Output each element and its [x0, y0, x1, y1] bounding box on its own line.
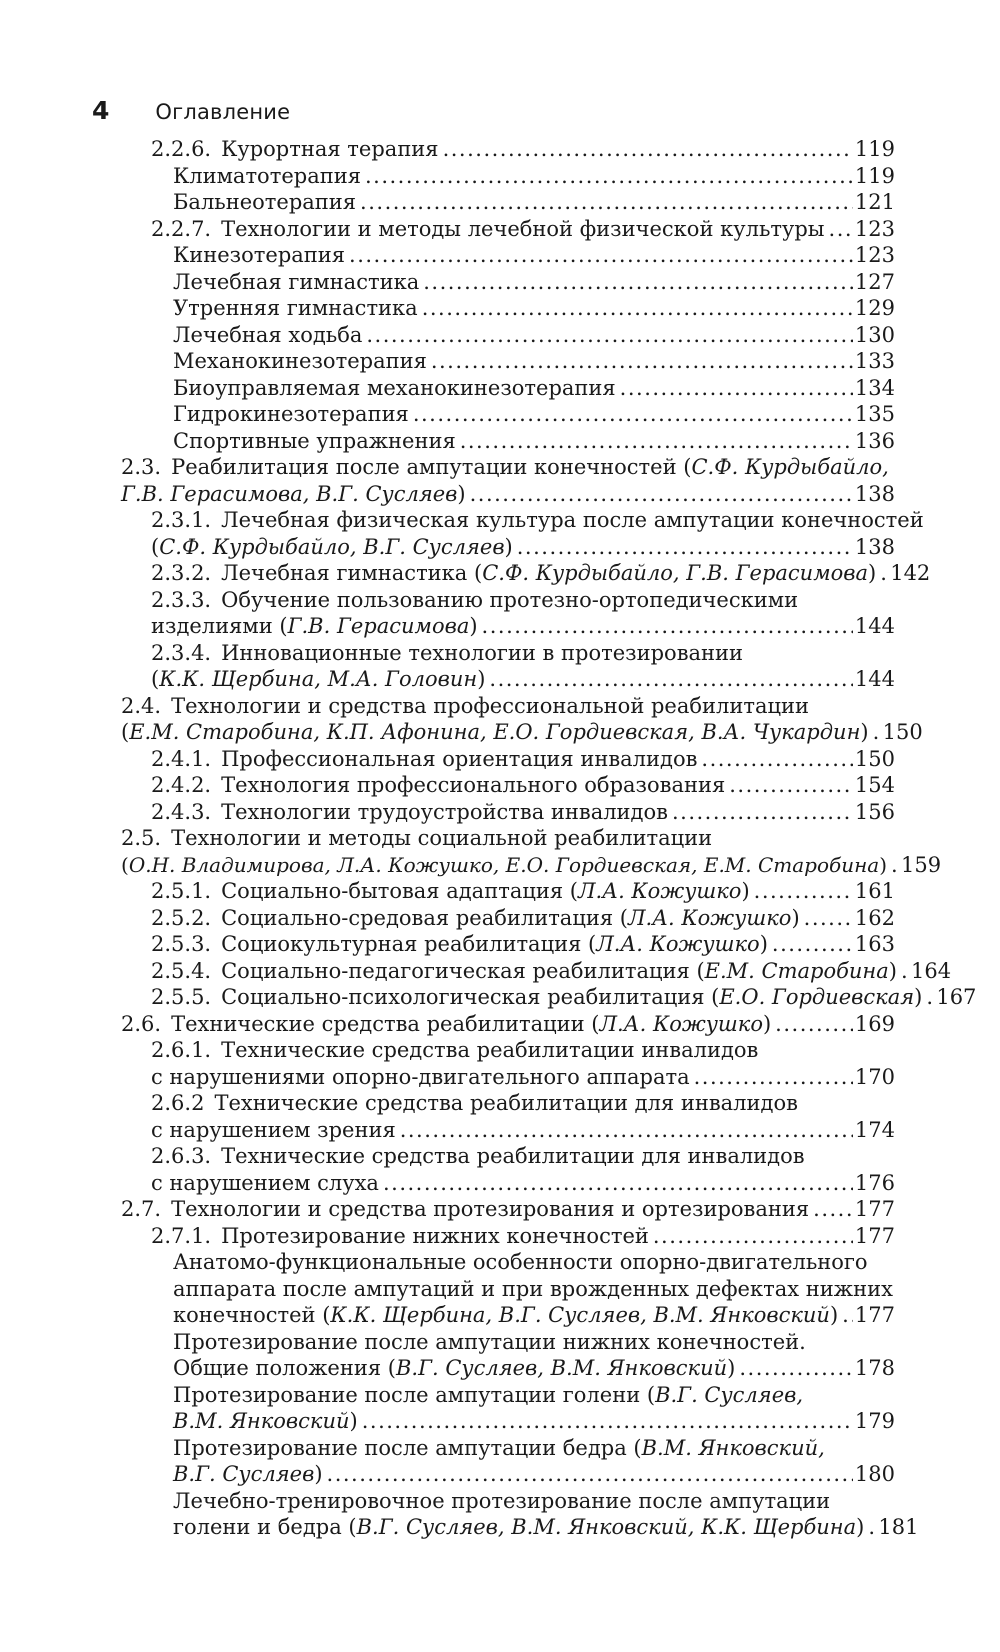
section-number: 2.6.	[121, 1011, 162, 1036]
page-reference: 134	[854, 375, 895, 400]
section-number: 2.3.4.	[151, 640, 212, 665]
section-number: 2.4.1.	[151, 746, 212, 771]
page-reference: 150	[882, 720, 923, 744]
leader-dots	[868, 1514, 876, 1541]
toc-entry[interactable]	[151, 799, 895, 826]
page-reference: 138	[854, 534, 895, 559]
toc-entry[interactable]	[121, 693, 923, 746]
page-reference: 174	[854, 1117, 895, 1142]
toc-entry[interactable]	[173, 1382, 895, 1435]
leader-dots	[772, 931, 853, 958]
section-number: 2.6.2	[151, 1091, 205, 1115]
entry-authors: Л.А. Кожушко	[627, 905, 792, 930]
leader-dots	[829, 216, 853, 243]
entry-title: Лечебная гимнастика	[173, 269, 420, 294]
entry-title: Технические средства реабилитации для инвалидов	[221, 1144, 805, 1168]
leader-dots	[362, 1408, 853, 1435]
toc-entry[interactable]	[151, 1143, 895, 1196]
page-reference: 135	[854, 402, 895, 426]
section-number: 2.5.2.	[151, 905, 212, 930]
entry-title: Биоуправляемая механокинезотерапия	[173, 375, 616, 400]
page-reference: 164	[910, 958, 952, 983]
entry-title: Протезирование после ампутации голени (	[173, 1382, 656, 1407]
entry-title: )	[477, 667, 486, 691]
leader-dots	[754, 878, 853, 905]
entry-title: Инновационные технологии в протезировании	[221, 640, 744, 665]
entry-title: изделиями (	[151, 614, 288, 638]
entry-title: )	[860, 720, 869, 744]
section-number: 2.5.4.	[151, 958, 212, 983]
page-reference: 119	[854, 163, 895, 188]
entry-title: Обучение пользованию протезно-ортопедическими	[221, 587, 799, 612]
entry-title: Реабилитация после ампутации конечностей (	[171, 455, 692, 479]
toc-entry[interactable]	[173, 322, 895, 349]
page-reference: 144	[854, 667, 895, 691]
section-number: 2.7.	[121, 1197, 162, 1221]
entry-title: Технологии и средства профессиональной реабилитации	[171, 693, 809, 718]
toc-entry[interactable]	[151, 984, 977, 1011]
toc-entry[interactable]	[151, 587, 895, 640]
toc-entry[interactable]	[121, 454, 895, 507]
entry-authors: Е.М. Старобина	[704, 958, 889, 983]
entry-title: Профессиональная ориентация инвалидов	[221, 746, 698, 771]
entry-title: Технологии и методы социальной реабилитации	[171, 826, 713, 850]
entry-authors: В.М. Янковский	[173, 1409, 350, 1433]
entry-authors: С.Ф. Курдыбайло,	[691, 455, 889, 479]
toc-entry[interactable]	[173, 1329, 895, 1382]
leader-dots	[443, 136, 853, 163]
page-reference: 170	[854, 1064, 895, 1089]
entry-title: )	[791, 905, 800, 930]
entry-title: Утренняя гимнастика	[173, 296, 418, 320]
page-reference: 159	[901, 852, 942, 877]
toc-entry[interactable]	[151, 216, 895, 243]
entry-title: с нарушением зрения	[151, 1117, 396, 1142]
toc-entry[interactable]	[173, 242, 895, 269]
entry-title: )	[349, 1409, 358, 1433]
entry-title: )	[314, 1462, 323, 1486]
page-reference: 179	[854, 1409, 895, 1433]
entry-title: Лечебная ходьба	[173, 322, 363, 347]
entry-authors: Е.М. Старобина, К.П. Афонина, Е.О. Гордиевская, В.А. Чукардин	[129, 720, 861, 744]
entry-title: Механокинезотерапия	[173, 349, 427, 373]
entry-authors: Г.В. Герасимова, В.Г. Сусляев	[121, 481, 458, 506]
toc-entry[interactable]	[151, 640, 895, 693]
page-reference: 144	[854, 614, 895, 638]
entry-title: Лечебно-тренировочное протезирование после ампутации	[173, 1488, 831, 1513]
page-reference: 162	[854, 905, 895, 930]
entry-title: Бальнеотерапия	[173, 190, 357, 214]
leader-dots	[901, 958, 909, 985]
entry-title: Технические средства реабилитации для инвалидов	[214, 1091, 798, 1115]
toc-entry[interactable]	[151, 1223, 895, 1250]
section-number: 2.3.3.	[151, 587, 212, 612]
page-reference: 123	[854, 216, 895, 241]
entry-title: Протезирование нижних конечностей	[221, 1223, 649, 1248]
entry-title: Социально-психологическая реабилитация (	[221, 985, 720, 1009]
leader-dots	[873, 719, 881, 746]
page-number: 4	[92, 96, 110, 125]
page-reference: 161	[854, 879, 895, 903]
section-number: 2.4.	[121, 693, 162, 718]
page-reference: 130	[854, 322, 895, 347]
leader-dots	[470, 481, 853, 508]
entry-authors: В.Г. Сусляев, В.М. Янковский, К.К. Щербина	[356, 1515, 857, 1539]
leader-dots	[482, 613, 853, 640]
entry-title: )	[762, 1011, 772, 1036]
toc-entry[interactable]	[151, 1037, 895, 1090]
toc-entry[interactable]	[151, 958, 952, 985]
page-reference: 123	[854, 243, 895, 267]
section-number: 2.5.5.	[151, 985, 212, 1009]
page-reference: 169	[854, 1011, 895, 1036]
toc-entry[interactable]	[151, 136, 895, 163]
toc-entry[interactable]	[173, 401, 895, 428]
entry-authors: С.Ф. Курдыбайло, Г.В. Герасимова	[482, 561, 868, 585]
section-number: 2.3.1.	[151, 508, 212, 532]
entry-title: Общие положения (	[173, 1356, 396, 1380]
leader-dots	[694, 1064, 853, 1091]
entry-title: Кинезотерапия	[173, 243, 346, 267]
toc-entry[interactable]	[151, 560, 931, 587]
leader-dots	[327, 1461, 853, 1488]
leader-dots	[365, 163, 853, 190]
entry-title: Протезирование после ампутации нижних конечностей.	[173, 1329, 806, 1354]
section-number: 2.4.2.	[151, 773, 212, 797]
toc-entry[interactable]	[151, 746, 895, 773]
page-reference: 178	[854, 1356, 895, 1380]
entry-title: )	[914, 985, 923, 1009]
entry-title: Социально-педагогическая реабилитация (	[221, 958, 705, 983]
entry-title: )	[856, 1515, 865, 1539]
entry-authors: С.Ф. Курдыбайло, В.Г. Сусляев	[159, 534, 505, 559]
entry-authors: В.Г. Сусляев,	[655, 1382, 804, 1407]
leader-dots	[739, 1355, 853, 1382]
leader-dots	[489, 666, 853, 693]
entry-title: )	[504, 534, 513, 559]
entry-title: Технологии и средства протезирования и ортезирования	[171, 1197, 810, 1221]
entry-title: аппарата после ампутаций и при врожденных дефектах нижних	[173, 1276, 893, 1301]
entry-title: Технические средства реабилитации (	[171, 1011, 600, 1036]
entry-title: Технология профессионального образования	[221, 773, 726, 797]
toc-entry[interactable]	[173, 189, 895, 216]
leader-dots	[620, 375, 853, 402]
leader-dots	[383, 1170, 853, 1197]
toc-entry[interactable]	[151, 905, 895, 932]
entry-title: Лечебная гимнастика (	[221, 561, 483, 585]
toc-entry[interactable]	[173, 269, 895, 296]
entry-title: Спортивные упражнения	[173, 428, 456, 453]
page-reference: 119	[854, 137, 895, 161]
section-number: 2.5.1.	[151, 879, 212, 903]
entry-title: Лечебная физическая культура после ампутации конечностей	[221, 508, 924, 532]
leader-dots	[400, 1117, 853, 1144]
toc-entry[interactable]	[173, 348, 895, 375]
page-reference: 127	[854, 269, 895, 294]
section-number: 2.4.3.	[151, 799, 212, 824]
entry-title: Социокультурная реабилитация (	[221, 932, 597, 956]
entry-title: )	[879, 852, 888, 877]
entry-title: Социально-бытовая адаптация (	[221, 879, 578, 903]
page-reference: 177	[854, 1223, 895, 1248]
entry-authors: Л.А. Кожушко	[596, 932, 760, 956]
entry-title: (	[151, 534, 160, 559]
page-title: Оглавление	[155, 100, 291, 124]
entry-title: (	[121, 720, 130, 744]
entry-title: Протезирование после ампутации бедра (	[173, 1435, 642, 1460]
entry-title: )	[868, 561, 877, 585]
entry-authors: В.М. Янковский,	[641, 1435, 825, 1460]
leader-dots	[366, 322, 853, 349]
toc-entry[interactable]	[173, 295, 895, 322]
toc-entry[interactable]	[121, 825, 942, 878]
entry-authors: К.К. Щербина, М.А. Головин	[159, 667, 478, 691]
leader-dots	[349, 242, 853, 269]
page-reference: 176	[854, 1170, 895, 1195]
leader-dots	[413, 401, 853, 428]
entry-title: Анатомо-функциональные особенности опорно-двигательного	[173, 1250, 868, 1274]
entry-authors: О.Н. Владимирова, Л.А. Кожушко, Е.О. Гордиевская, Е.М. Старобина	[128, 852, 880, 877]
entry-authors: В.Г. Сусляев	[173, 1462, 315, 1486]
leader-dots	[672, 799, 853, 826]
entry-title: Социально-средовая реабилитация (	[221, 905, 628, 930]
leader-dots	[813, 1196, 853, 1223]
toc-entry[interactable]	[173, 163, 895, 190]
toc-entry[interactable]	[173, 375, 895, 402]
page-reference: 177	[854, 1197, 895, 1221]
leader-dots	[804, 905, 853, 932]
leader-dots	[729, 772, 853, 799]
entry-title: )	[469, 614, 478, 638]
page-reference: 154	[854, 773, 895, 797]
entry-title: )	[727, 1356, 736, 1380]
toc-entry[interactable]	[151, 507, 924, 560]
entry-title: )	[888, 958, 897, 983]
entry-title: )	[829, 1303, 839, 1327]
toc-entry[interactable]	[173, 1488, 919, 1541]
section-number: 2.5.3.	[151, 932, 212, 956]
page-reference: 136	[854, 428, 895, 453]
entry-title: с нарушением слуха	[151, 1170, 379, 1195]
page-reference: 167	[936, 985, 977, 1009]
leader-dots	[926, 984, 934, 1011]
toc-entry[interactable]	[151, 1090, 895, 1143]
page-reference: 129	[854, 296, 895, 320]
leader-dots	[422, 295, 853, 322]
toc-entry[interactable]	[151, 931, 895, 958]
entry-title: голени и бедра (	[173, 1515, 357, 1539]
page-reference: 121	[854, 190, 895, 214]
section-number: 2.2.6.	[151, 137, 212, 161]
leader-dots	[431, 348, 853, 375]
entry-title: Гидрокинезотерапия	[173, 402, 409, 426]
entry-title: Климатотерапия	[173, 163, 361, 188]
page-reference: 150	[854, 746, 895, 771]
section-number: 2.6.1.	[151, 1038, 212, 1062]
page-reference: 156	[854, 799, 895, 824]
entry-authors: В.Г. Сусляев, В.М. Янковский	[395, 1356, 728, 1380]
section-number: 2.7.1.	[151, 1223, 212, 1248]
toc-entry[interactable]	[121, 1011, 895, 1038]
page-reference: 163	[854, 932, 895, 956]
leader-dots	[423, 269, 853, 296]
entry-authors: Л.А. Кожушко	[599, 1011, 763, 1036]
toc-entry[interactable]	[173, 1249, 895, 1329]
page-reference: 133	[854, 349, 895, 373]
leader-dots	[701, 746, 853, 773]
leader-dots	[460, 428, 853, 455]
entry-title: Технологии и методы лечебной физической культуры	[221, 216, 825, 241]
entry-title: (	[151, 667, 160, 691]
toc-entry[interactable]	[173, 428, 895, 455]
entry-title: Курортная терапия	[221, 137, 439, 161]
entry-authors: К.К. Щербина, В.Г. Сусляев, В.М. Янковский	[330, 1303, 830, 1327]
leader-dots	[775, 1011, 853, 1038]
page-reference: 142	[890, 561, 931, 585]
entry-title: конечностей (	[173, 1303, 331, 1327]
toc-entry[interactable]	[151, 772, 895, 799]
entry-title: Технологии трудоустройства инвалидов	[221, 799, 668, 824]
leader-dots	[891, 852, 899, 879]
page-reference: 180	[854, 1462, 895, 1486]
leader-dots	[880, 560, 888, 587]
entry-authors: Л.А. Кожушко	[577, 879, 742, 903]
entry-authors: Е.О. Гордиевская	[719, 985, 915, 1009]
toc-entry[interactable]	[173, 1435, 895, 1488]
section-number: 2.6.3.	[151, 1144, 212, 1168]
entry-title: )	[759, 932, 768, 956]
entry-authors: Г.В. Герасимова	[287, 614, 470, 638]
page-reference: 138	[854, 481, 895, 506]
toc-entry[interactable]	[151, 878, 895, 905]
section-number: 2.5.	[121, 826, 162, 850]
section-number: 2.3.2.	[151, 561, 212, 585]
leader-dots	[360, 189, 853, 216]
table-of-contents	[121, 136, 977, 1541]
entry-title: )	[457, 481, 466, 506]
section-number: 2.3.	[121, 455, 162, 479]
entry-title: Технические средства реабилитации инвалидов	[221, 1038, 759, 1062]
leader-dots	[653, 1223, 853, 1250]
section-number: 2.2.7.	[151, 216, 212, 241]
leader-dots	[517, 534, 853, 561]
entry-title: )	[741, 879, 750, 903]
running-head	[92, 96, 290, 125]
entry-title: с нарушениями опорно-двигательного аппарата	[151, 1064, 690, 1089]
leader-dots	[842, 1302, 853, 1329]
entry-title: (	[121, 852, 129, 877]
toc-entry[interactable]	[121, 1196, 895, 1223]
page-reference: 181	[878, 1515, 919, 1539]
page-reference: 177	[854, 1303, 895, 1327]
